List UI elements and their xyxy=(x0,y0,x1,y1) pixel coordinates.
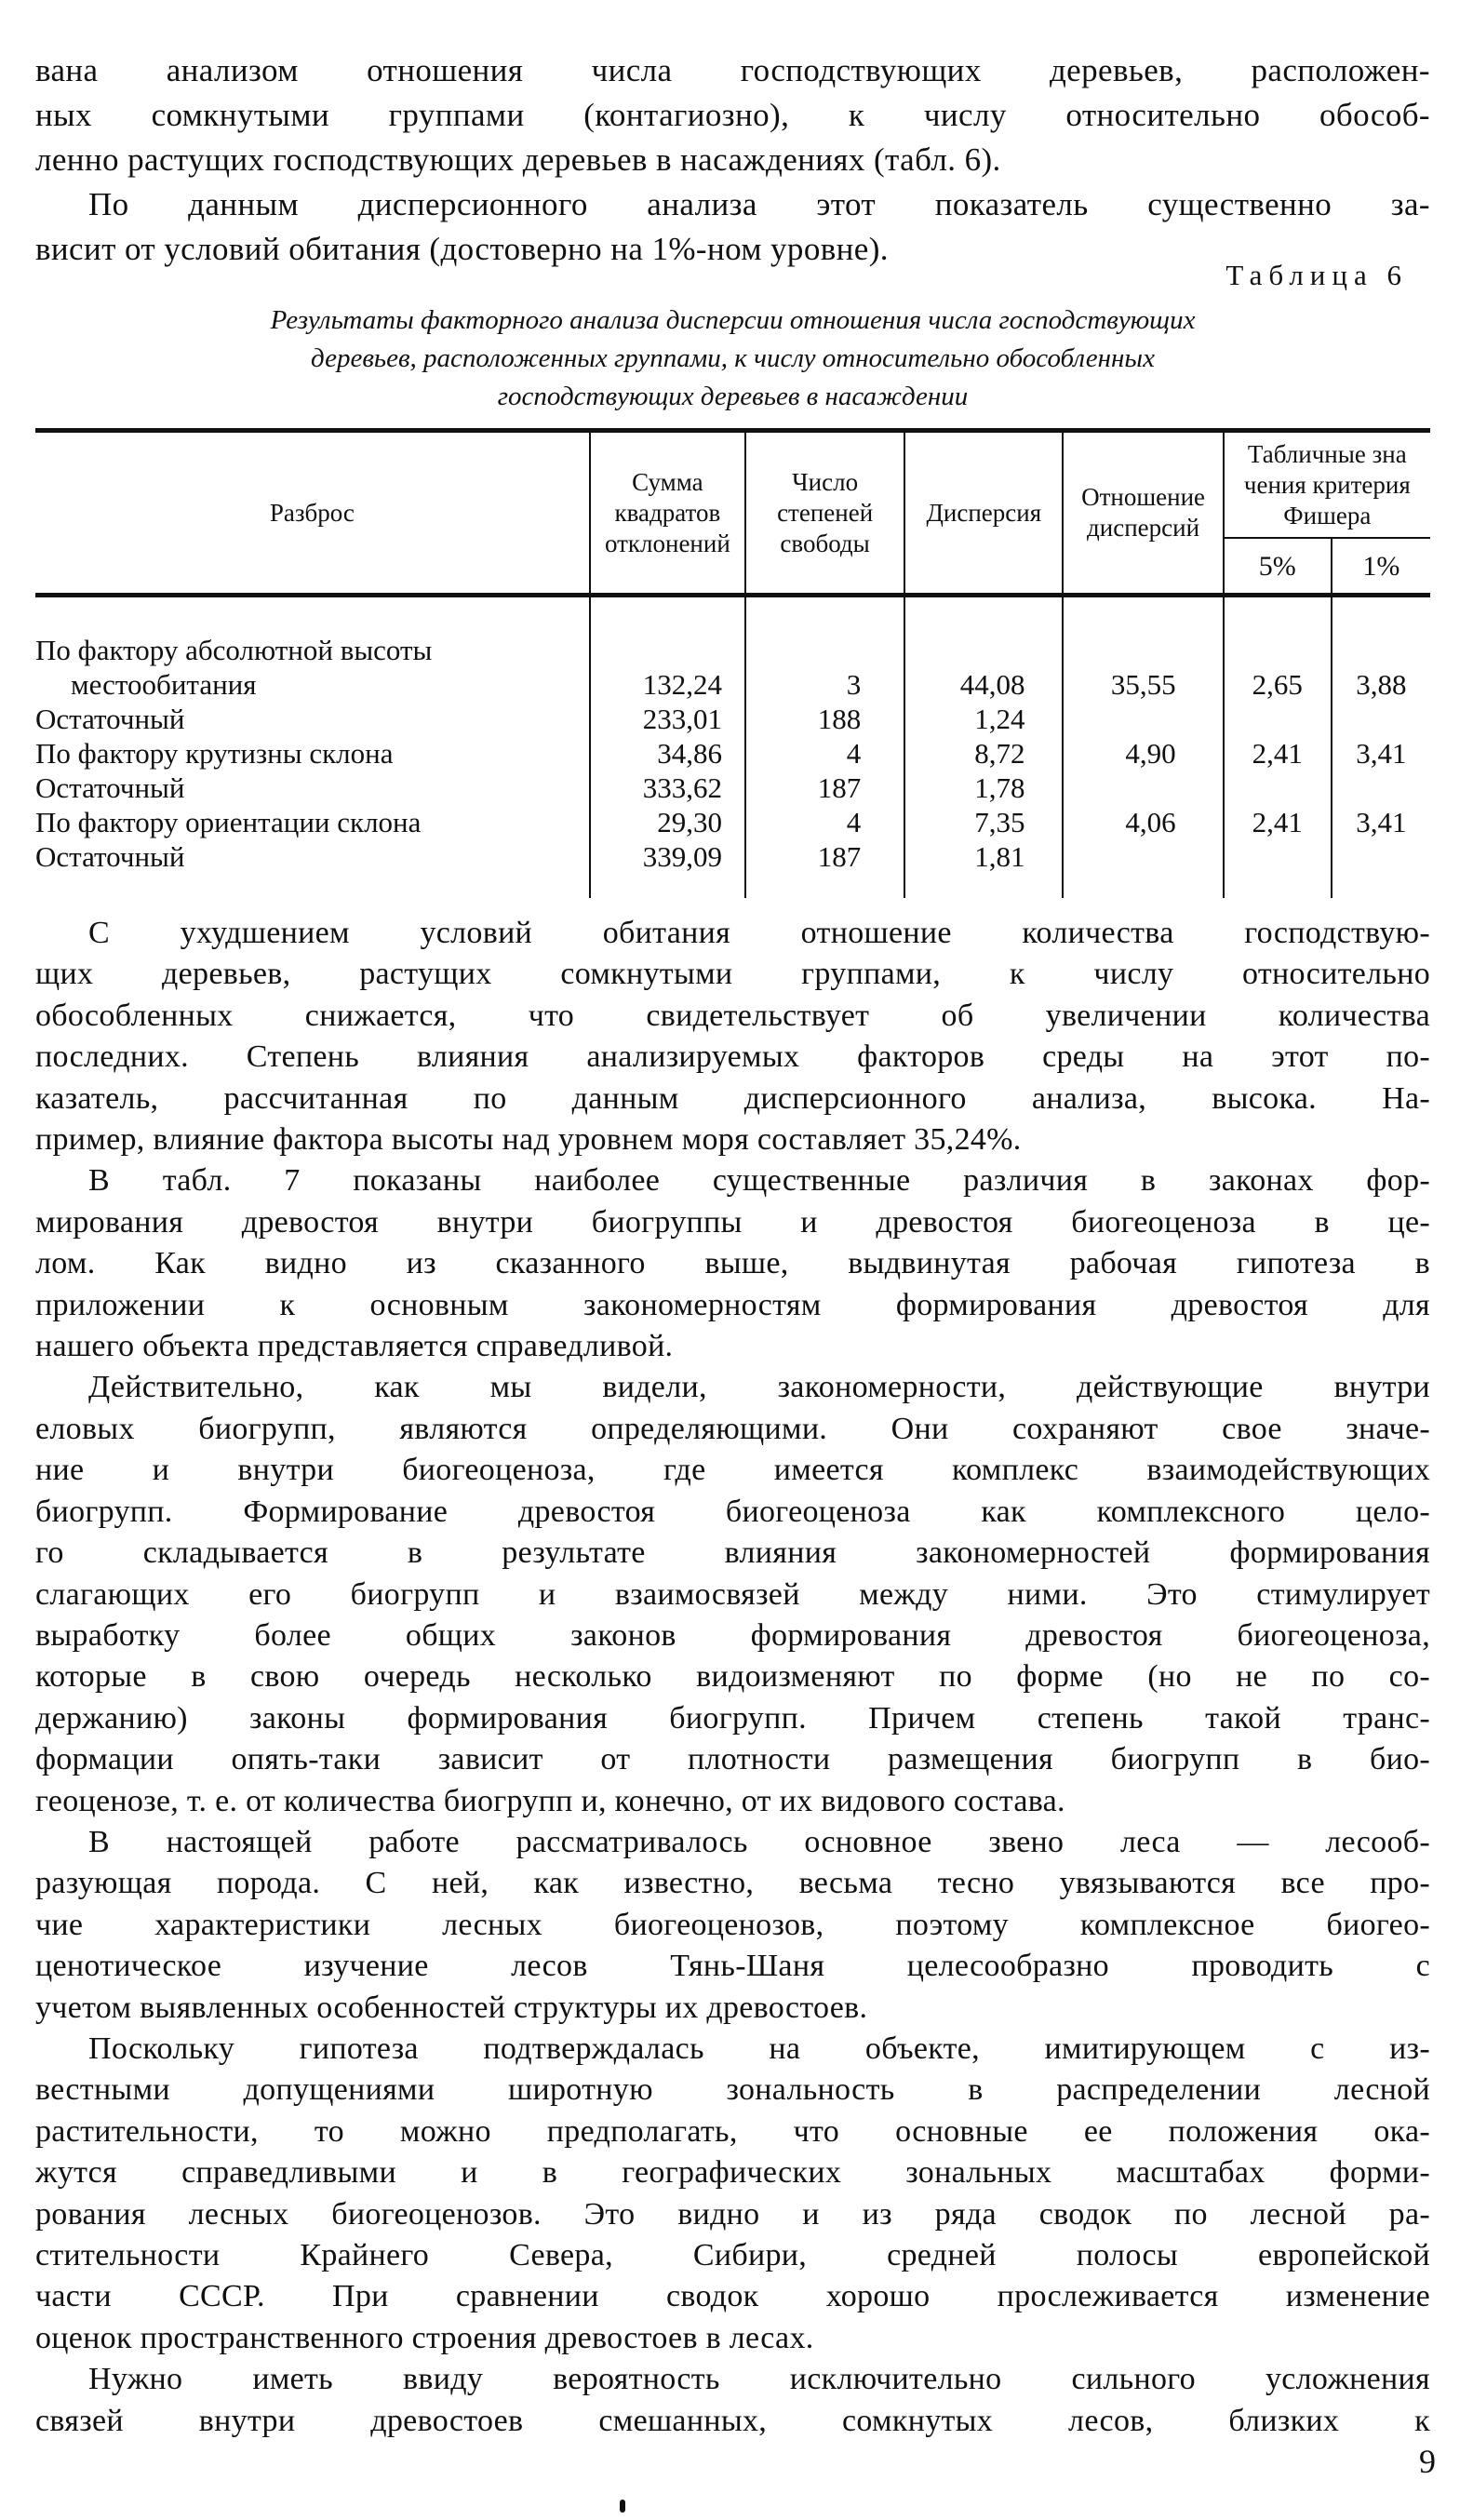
spacer-cell xyxy=(35,874,590,898)
spacer-cell xyxy=(904,874,1063,898)
table-body xyxy=(35,596,1430,899)
cell-variance-ratio: 4,90 xyxy=(1063,736,1223,771)
paragraph xyxy=(35,2029,1430,2359)
col-header-variance-ratio xyxy=(1063,431,1223,596)
spacer-cell xyxy=(590,874,745,898)
cell-degrees-of-freedom: 3 xyxy=(745,596,904,703)
text-line: чения критерия xyxy=(1243,470,1411,499)
cell-variance-ratio: 35,55 xyxy=(1063,596,1223,703)
anova-table xyxy=(35,428,1430,898)
text-line: Действительно, как мы видели, закономерности, действующие внутри xyxy=(88,1370,1430,1405)
text-line: стительности Крайнего Севера, Сибири, средней полосы европейской xyxy=(35,2238,1430,2272)
text-line: обособленных снижается, что свидетельствует об увеличении количества xyxy=(35,998,1430,1033)
text-line: геоценозе, т. е. от количества биогрупп и, конечно, от их видового состава. xyxy=(35,1783,1065,1818)
cell-fisher-5pct: 2,41 xyxy=(1224,736,1332,771)
table-row xyxy=(35,702,1430,736)
cell-variance: 1,78 xyxy=(904,771,1063,805)
label-line: По фактору абсолютной высоты xyxy=(35,634,433,666)
paragraph xyxy=(35,1822,1430,2029)
table-row xyxy=(35,771,1430,805)
spacer-cell xyxy=(1224,874,1332,898)
cell-spread-label xyxy=(35,839,590,874)
cell-sum-of-squares: 34,86 xyxy=(590,736,745,771)
text-line: растительности, то можно предполагать, что основные ее положения ока- xyxy=(35,2113,1430,2149)
cell-sum-of-squares: 29,30 xyxy=(590,805,745,839)
cell-degrees-of-freedom: 4 xyxy=(745,736,904,771)
cell-fisher-1pct: 3,41 xyxy=(1332,736,1430,771)
cell-degrees-of-freedom: 187 xyxy=(745,839,904,874)
cell-sum-of-squares: 339,09 xyxy=(590,839,745,874)
table-bottom-spacer xyxy=(35,874,1430,898)
cell-degrees-of-freedom: 188 xyxy=(745,702,904,736)
cell-variance-ratio xyxy=(1063,771,1223,805)
text-line: рования лесных биогеоценозов. Это видно и из ряда сводок по лесной ра- xyxy=(35,2196,1430,2232)
text-line: В настоящей работе рассматривалось основное звено леса — лесооб- xyxy=(88,1824,1430,1859)
text-line: степеней xyxy=(777,498,874,527)
cell-spread-label xyxy=(35,596,590,703)
text-line: которые в свою очередь несколько видоизменяют по форме (но не по со- xyxy=(35,1659,1430,1695)
text-line: деревьев, расположенных группами, к числу относительно обособленных xyxy=(311,343,1155,373)
table-label: Таблица 6 xyxy=(1225,259,1408,291)
text-line: го складывается в результате влияния закономерностей формирования xyxy=(35,1535,1430,1571)
col-header-fisher-1pct: 1% xyxy=(1332,538,1430,596)
text-line: жутся справедливыми и в географических зональных масштабах форми- xyxy=(35,2155,1430,2191)
top-paragraphs xyxy=(35,48,1430,272)
text-line: В табл. 7 показаны наиболее существенные различия в законах фор- xyxy=(88,1163,1430,1199)
cell-sum-of-squares: 333,62 xyxy=(590,771,745,805)
text-line: оценок пространственного строения древостоев в лесах. xyxy=(35,2320,814,2355)
text-line: ценотическое изучение лесов Тянь-Шаня целесообразно проводить с xyxy=(35,1949,1430,1984)
table-row xyxy=(35,736,1430,771)
text-line: нашего объекта представляется справедливой. xyxy=(35,1329,674,1364)
text-line: разующая порода. С ней, как известно, весьма тесно увязываются все про- xyxy=(35,1866,1430,1901)
col-header-degrees-of-freedom xyxy=(745,431,904,596)
table-row xyxy=(35,839,1430,874)
text-line: ние и внутри биогеоценоза, где имеется комплекс взаимодействующих xyxy=(35,1453,1430,1488)
label-line: Остаточный xyxy=(35,840,185,873)
text-line: еловых биогрупп, являются определяющими. Они сохраняют свое значе- xyxy=(35,1411,1430,1446)
col-header-variance: Дисперсия xyxy=(904,431,1063,596)
text-line: С ухудшением условий обитания отношение количества господствую- xyxy=(88,916,1430,950)
cell-variance-ratio xyxy=(1063,839,1223,874)
cell-variance: 44,08 xyxy=(904,596,1063,703)
cell-fisher-1pct: 3,88 xyxy=(1332,596,1430,703)
paragraph xyxy=(35,2359,1430,2442)
text-line: По данным дисперсионного анализа этот показатель существенно за- xyxy=(88,186,1430,222)
text-line: Табличные зна xyxy=(1247,439,1407,468)
cell-spread-label xyxy=(35,736,590,771)
cell-degrees-of-freedom: 4 xyxy=(745,805,904,839)
bottom-paragraphs xyxy=(35,913,1430,2442)
text-line: чие характеристики лесных биогеоценозов, поэтому комплексное биогео- xyxy=(35,1907,1430,1942)
cell-fisher-5pct: 2,41 xyxy=(1224,805,1332,839)
cell-fisher-1pct xyxy=(1332,702,1430,736)
text-line: господствующих деревьев в насаждении xyxy=(497,382,969,411)
text-line: квадратов xyxy=(614,498,721,527)
text-line: отклонений xyxy=(604,529,730,557)
col-header-sum-of-squares xyxy=(590,431,745,596)
text-line: пример, влияние фактора высоты над уровнем моря составляет 35,24%. xyxy=(35,1122,1022,1158)
cell-variance: 1,81 xyxy=(904,839,1063,874)
cell-fisher-5pct xyxy=(1224,771,1332,805)
text-line: связей внутри древостоев смешанных, сомкнутых лесов, близких к xyxy=(35,2403,1430,2438)
cell-variance-ratio xyxy=(1063,702,1223,736)
text-line: ленно растущих господствующих деревьев в насаждениях (табл. 6). xyxy=(35,141,1001,178)
label-line: Остаточный xyxy=(35,771,185,804)
text-line: Отношение xyxy=(1081,483,1205,511)
table-header xyxy=(35,431,1430,596)
text-line: Сумма xyxy=(632,467,703,496)
text-line: выработку более общих законов формирования древостоя биогеоценоза, xyxy=(35,1617,1430,1653)
cell-variance: 8,72 xyxy=(904,736,1063,771)
text-line: Поскольку гипотеза подтверждалась на объекте, имитирующем с из- xyxy=(88,2031,1430,2066)
text-line: вана анализом отношения числа господствующих деревьев, расположен- xyxy=(35,52,1430,88)
text-line: лом. Как видно из сказанного выше, выдвинутая рабочая гипотеза в xyxy=(35,1246,1430,1281)
text-line: свободы xyxy=(780,529,870,557)
label-line: Остаточный xyxy=(35,703,185,735)
text-line: слагающих его биогрупп и взаимосвязей между ними. Это стимулирует xyxy=(35,1576,1430,1612)
table-row xyxy=(35,805,1430,839)
cell-variance: 1,24 xyxy=(904,702,1063,736)
cell-spread-label xyxy=(35,771,590,805)
page-number: 9 xyxy=(1419,2443,1436,2480)
paragraph xyxy=(35,1160,1430,1367)
text-line: Фишера xyxy=(1283,501,1372,529)
col-header-fisher-criterion xyxy=(1224,431,1430,539)
page-content xyxy=(0,48,1473,2442)
cell-variance: 7,35 xyxy=(904,805,1063,839)
spacer-cell xyxy=(745,874,904,898)
text-line: вестными допущениями широтную зональность в распределении лесной xyxy=(35,2072,1430,2108)
cell-fisher-5pct: 2,65 xyxy=(1224,596,1332,703)
paragraph xyxy=(35,913,1430,1160)
text-line: щих деревьев, растущих сомкнутыми группами, к числу относительно xyxy=(35,957,1430,992)
cell-degrees-of-freedom: 187 xyxy=(745,771,904,805)
text-line: части СССР. При сравнении сводок хорошо прослеживается изменение xyxy=(35,2279,1430,2314)
scan-artifact xyxy=(620,2500,625,2513)
cell-variance-ratio: 4,06 xyxy=(1063,805,1223,839)
table-caption xyxy=(147,302,1319,416)
cell-fisher-1pct xyxy=(1332,771,1430,805)
text-line: биогрупп. Формирование древостоя биогеоценоза как комплексного цело- xyxy=(35,1494,1430,1529)
text-line: формации опять-таки зависит от плотности размещения биогрупп в био- xyxy=(35,1742,1430,1777)
cell-spread-label xyxy=(35,702,590,736)
text-line: Число xyxy=(792,467,859,496)
cell-sum-of-squares: 233,01 xyxy=(590,702,745,736)
paragraph xyxy=(35,48,1430,182)
cell-fisher-5pct xyxy=(1224,839,1332,874)
cell-fisher-1pct xyxy=(1332,839,1430,874)
cell-fisher-5pct xyxy=(1224,702,1332,736)
col-header-fisher-5pct: 5% xyxy=(1224,538,1332,596)
text-line: казатель, рассчитанная по данным дисперсионного анализа, высока. На- xyxy=(35,1080,1430,1116)
table-row xyxy=(35,596,1430,703)
cell-fisher-1pct: 3,41 xyxy=(1332,805,1430,839)
text-line: Нужно иметь ввиду вероятность исключительно сильного усложнения xyxy=(88,2362,1430,2397)
text-line: приложении к основным закономерностям формирования древостоя для xyxy=(35,1287,1430,1322)
text-line: держанию) законы формирования биогрупп. Причем степень такой транс- xyxy=(35,1700,1430,1736)
spacer-cell xyxy=(1332,874,1430,898)
text-line: висит от условий обитания (достоверно на 1%-ном уровне). xyxy=(35,231,889,267)
text-line: ных сомкнутыми группами (контагиозно), к числу относительно обособ- xyxy=(35,97,1430,133)
cell-spread-label xyxy=(35,805,590,839)
text-line: мирования древостоя внутри биогруппы и древостоя биогеоценоза в це- xyxy=(35,1204,1430,1240)
col-header-spread: Разброс xyxy=(35,431,590,596)
cell-sum-of-squares: 132,24 xyxy=(590,596,745,703)
text-line: дисперсий xyxy=(1087,514,1200,542)
spacer-cell xyxy=(1063,874,1223,898)
label-line: По фактору крутизны склона xyxy=(35,737,394,770)
label-line: местообитания xyxy=(71,668,257,701)
text-line: Результаты факторного анализа дисперсии отношения числа господствующих xyxy=(270,305,1196,335)
label-line: По фактору ориентации склона xyxy=(35,806,422,838)
paragraph xyxy=(35,1367,1430,1821)
text-line: последних. Степень влияния анализируемых факторов среды на этот по- xyxy=(35,1039,1430,1075)
text-line: учетом выявленных особенностей структуры их древостоев. xyxy=(35,1990,868,2025)
